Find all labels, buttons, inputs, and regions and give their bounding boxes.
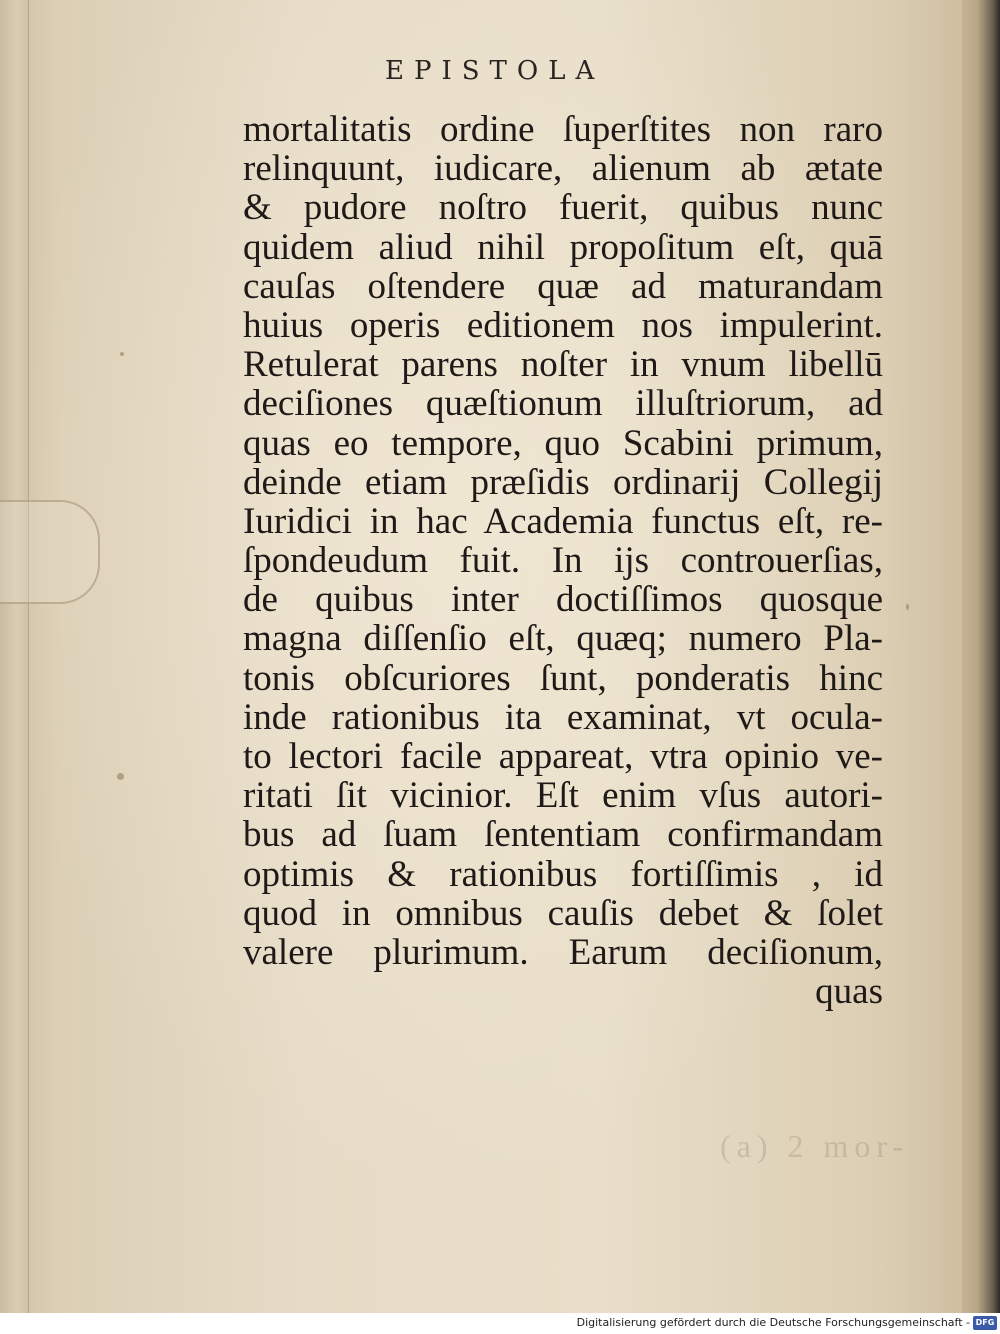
funding-credit: Digitalisierung gefördert durch die Deutsche Forschungsgemeinschaft - xyxy=(576,1316,970,1329)
text-line: Iuridici in hac Academia functus eſt, re- xyxy=(243,501,883,542)
text-line: ritati ſit vicinior. Eſt enim vſus autori- xyxy=(243,776,883,816)
paper-stain xyxy=(117,773,124,780)
text-line: deciſiones quæſtionum illuſtriorum, ad xyxy=(243,384,883,424)
body-text xyxy=(243,110,883,1011)
running-head: EPISTOLA xyxy=(385,56,605,86)
text-line: valere plurimum. Earum deciſionum, xyxy=(243,932,883,973)
paper-stain xyxy=(906,604,909,610)
dfg-logo-icon: DFG xyxy=(973,1316,997,1330)
text-line: cauſas oſtendere quæ ad maturandam xyxy=(243,266,883,306)
page-left-edge xyxy=(0,0,29,1313)
text-line: deinde etiam præſidis ordinarij Collegij xyxy=(243,462,883,502)
digitization-footer xyxy=(0,1313,1000,1334)
page-clip-mark xyxy=(0,500,100,604)
text-line: ſpondeudum fuit. In ijs controuerſias, xyxy=(243,541,883,581)
text-line: relinquunt, iudicare, alienum ab ætate xyxy=(243,149,883,189)
text-line: quod in omnibus cauſis debet & ſolet xyxy=(243,893,883,933)
catchword: quas xyxy=(815,972,883,1012)
text-line: inde rationibus ita examinat, vt ocula- xyxy=(243,697,883,737)
page-right-edge-shadow xyxy=(962,0,1000,1313)
text-line: de quibus inter doctiſſimos quosque xyxy=(243,580,883,620)
text-line: & pudore noſtro fuerit, quibus nunc xyxy=(243,188,883,228)
bleed-through-text: (a) 2 mor- xyxy=(720,1128,910,1164)
text-line: quidem aliud nihil propoſitum eſt, quā xyxy=(243,227,883,267)
paper-stain xyxy=(120,352,124,356)
text-line: bus ad ſuam ſententiam confirmandam xyxy=(243,815,883,855)
text-line: huius operis editionem nos impulerint. xyxy=(243,305,883,346)
text-line: mortalitatis ordine ſuperſtites non raro xyxy=(243,110,883,150)
text-line: magna diſſenſio eſt, quæq; numero Pla- xyxy=(243,619,883,659)
text-line: optimis & rationibus fortiſſimis , id xyxy=(243,854,883,894)
text-line: tonis obſcuriores ſunt, ponderatis hinc xyxy=(243,658,883,698)
text-line: to lectori facile appareat, vtra opinio ve- xyxy=(243,737,883,777)
text-line: Retulerat parens noſter in vnum libellū xyxy=(243,345,883,385)
text-line: quas eo tempore, quo Scabini primum, xyxy=(243,423,883,463)
